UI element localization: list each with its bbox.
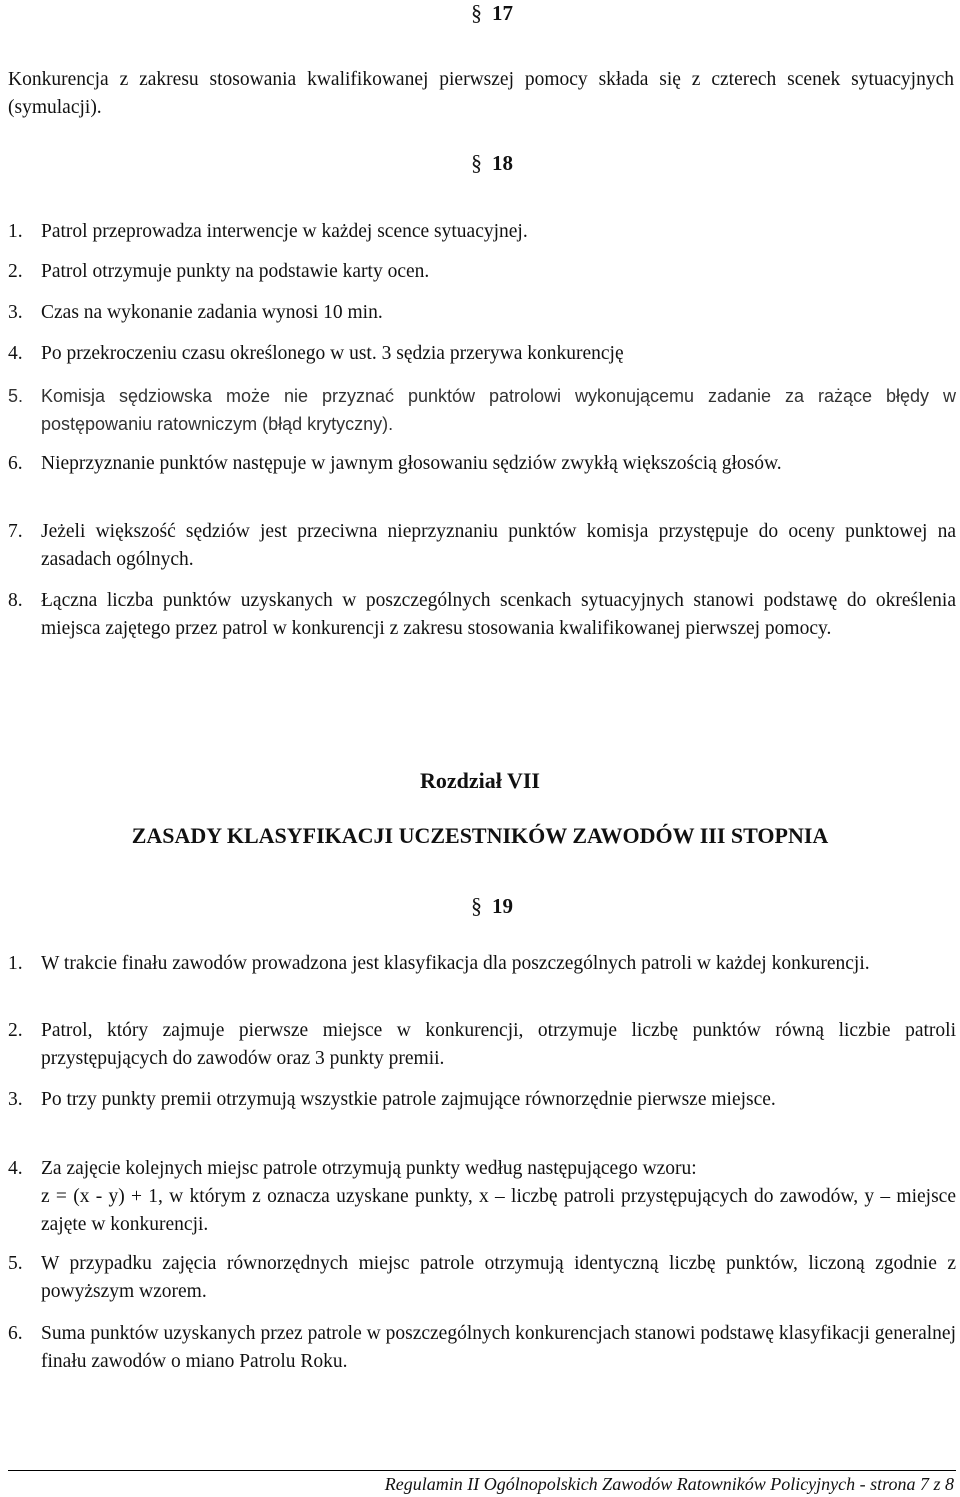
chapter-number: Rozdział VII xyxy=(420,768,540,793)
item-number: 2. xyxy=(8,1020,23,1041)
item-text: Jeżeli większość sędziów jest przeciwna nieprzyznaniu punktów komisja przystępuje do oceny punktowej na zasadach ogólnych. xyxy=(41,521,956,570)
item-text: Nieprzyznanie punktów następuje w jawnym głosowaniu sędziów zwykłą większością głosów. xyxy=(41,453,782,474)
item-number: 3. xyxy=(8,302,23,323)
section-symbol: § xyxy=(471,150,482,175)
list-item xyxy=(8,299,956,327)
section-19-heading xyxy=(432,893,552,919)
list-item xyxy=(8,1250,956,1306)
item-text: W przypadku zajęcia równorzędnych miejsc patrole otrzymują identyczną liczbę punktów, liczoną zgodnie z powyższym wzorem. xyxy=(41,1253,956,1302)
item-number: 7. xyxy=(8,521,23,542)
item-number: 2. xyxy=(8,261,23,282)
item-number: 6. xyxy=(8,453,23,474)
section-symbol: § xyxy=(471,893,482,918)
list-item xyxy=(8,1155,956,1239)
item-text: Po przekroczeniu czasu określonego w ust. 3 sędzia przerywa konkurencję xyxy=(41,343,624,364)
section-18-heading xyxy=(432,150,552,176)
item-text: Suma punktów uzyskanych przez patrole w poszczególnych konkurencjach stanowi podstawę klasyfikacji generalnej finału zawodów o miano Patrolu Roku. xyxy=(41,1323,956,1372)
footer-divider xyxy=(8,1470,956,1471)
item-number: 4. xyxy=(8,1158,23,1179)
list-item xyxy=(8,382,956,438)
item-text: Czas na wykonanie zadania wynosi 10 min. xyxy=(41,302,383,323)
item-text: Łączna liczba punktów uzyskanych w poszczególnych scenkach sytuacyjnych stanowi podstawę do określenia miejsca zajętego przez patrol w konkurencji z zakresu stosowania kwalifikowanej pierwszej pomocy. xyxy=(41,590,956,639)
list-item xyxy=(8,258,956,286)
item-number: 5. xyxy=(8,386,24,406)
list-item xyxy=(8,450,956,478)
item-text: Po trzy punkty premii otrzymują wszystkie patrole zajmujące równorzędnie pierwsze miejsce. xyxy=(41,1089,776,1110)
list-item xyxy=(8,1017,956,1073)
list-item xyxy=(8,340,956,368)
item-text: Patrol, który zajmuje pierwsze miejsce w konkurencji, otrzymuje liczbę punktów równą liczbie patroli przystępujących do zawodów oraz 3 punkty premii. xyxy=(41,1020,956,1069)
section-symbol: § xyxy=(471,0,482,25)
section-number: 17 xyxy=(492,1,513,25)
item-number: 1. xyxy=(8,221,23,242)
item-text: Patrol otrzymuje punkty na podstawie karty ocen. xyxy=(41,261,430,282)
item-text: Komisja sędziowska może nie przyznać punktów patrolowi wykonującemu zadanie za rażące błędy w postępowaniu ratowniczym (błąd krytyczny). xyxy=(41,386,956,434)
list-item xyxy=(8,587,956,643)
page-footer: Regulamin II Ogólnopolskich Zawodów Ratowników Policyjnych - strona 7 z 8 xyxy=(384,1474,954,1494)
list-item xyxy=(8,218,956,246)
list-item xyxy=(8,1086,956,1114)
item-number: 1. xyxy=(8,953,23,974)
formula-text: z = (x - y) + 1, w którym z oznacza uzyskane punkty, x – liczbę patroli przystępujących do zawodów, y – miejsce zajęte w konkurencji. xyxy=(41,1186,956,1235)
item-number: 6. xyxy=(8,1323,23,1344)
item-number: 3. xyxy=(8,1089,23,1110)
list-item xyxy=(8,1320,956,1376)
list-item xyxy=(8,518,956,574)
item-text: Za zajęcie kolejnych miejsc patrole otrzymują punkty według następującego wzoru: xyxy=(41,1158,697,1179)
section-number: 18 xyxy=(492,151,513,175)
item-text: W trakcie finału zawodów prowadzona jest klasyfikacja dla poszczególnych patroli w każdej konkurencji. xyxy=(41,953,870,974)
item-number: 8. xyxy=(8,590,23,611)
list-item xyxy=(8,950,956,978)
intro-paragraph: Konkurencja z zakresu stosowania kwalifikowanej pierwszej pomocy składa się z czterech scenek sytuacyjnych (symulacji). xyxy=(8,69,954,118)
chapter-title: ZASADY KLASYFIKACJI UCZESTNIKÓW ZAWODÓW III STOPNIA xyxy=(131,823,829,848)
item-number: 4. xyxy=(8,343,23,364)
item-text: Patrol przeprowadza interwencje w każdej scence sytuacyjnej. xyxy=(41,221,528,242)
item-number: 5. xyxy=(8,1253,23,1274)
section-number: 19 xyxy=(492,894,513,918)
section-17-heading xyxy=(432,0,552,26)
